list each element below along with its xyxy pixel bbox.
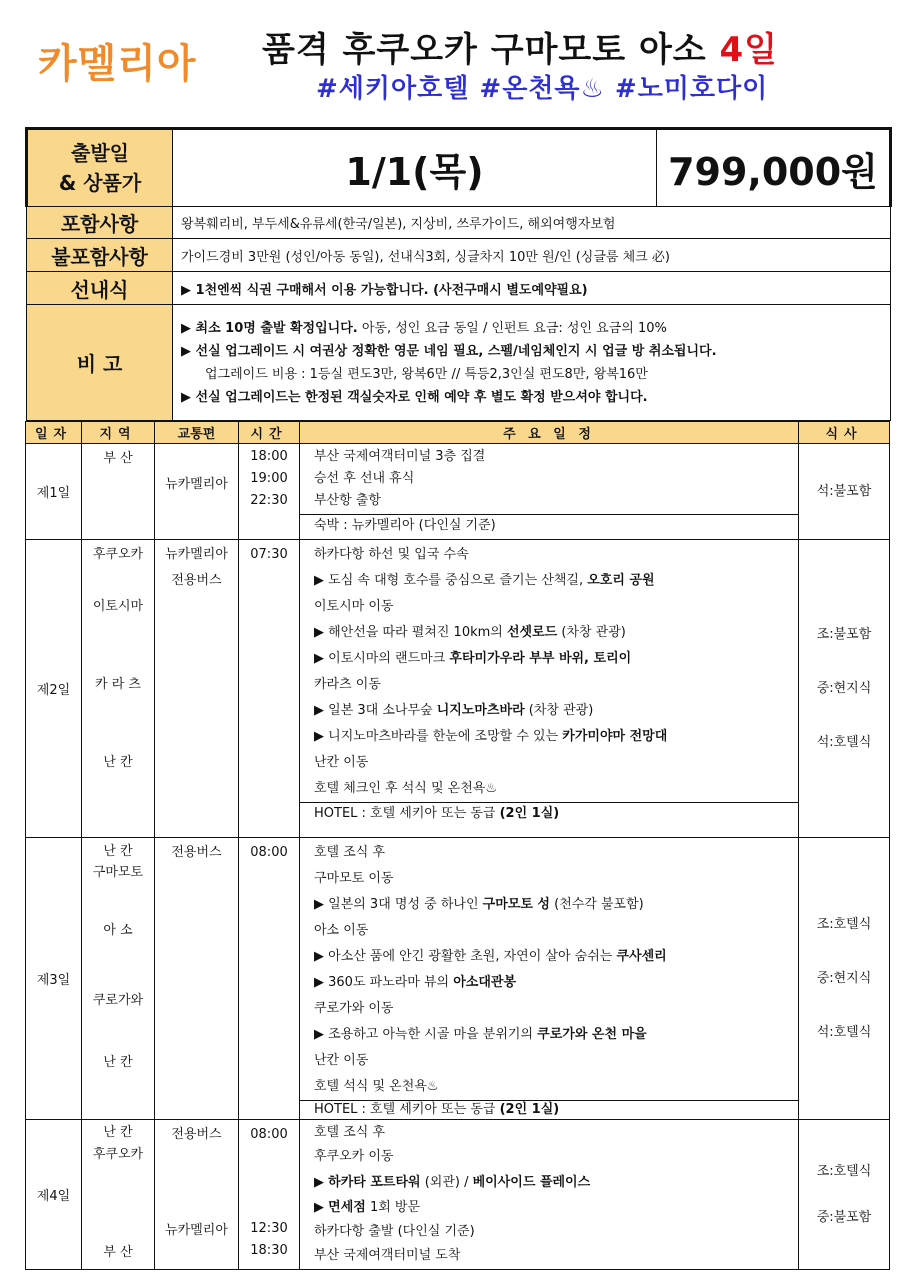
day1-regions: 부 산 [82,444,155,540]
day3-regions: 난 칸 구마모토 아 소 쿠로가와 난 칸 [82,838,155,1120]
day4-transport: 전용버스 뉴카멜리아 [155,1120,239,1270]
departure-date: 1/1(목) [173,129,657,207]
day2-time: 07:30 [239,540,300,838]
schedule-header [26,422,890,444]
hashtags: #세키아호텔 #온천욕♨ #노미호다이 [316,74,769,104]
header-time: 시간 [239,422,300,444]
day2-label: 제2일 [26,540,82,838]
day2-itinerary: 하카다항 하선 및 입국 수속 ▶ 도심 속 대형 호수를 중심으로 즐기는 산책길, 오호리 공원 이토시마 이동 ▶ 해안선을 따라 펼쳐진 10km의 선셋로드 (차창 관광) ▶ 이토시마의 랜드마크 후타미가우라 부부 바위, 토리이 카라츠 이동 ▶ 일본 3대 소나무숲 니지노마츠바라 (차창 관광) ▶ 니지노마츠바라를 한눈에 조망할 수 있는 카가미야마 전망대 난칸 이동 호텔 체크인 후 석식 및 온천욕♨ HOTEL : 호텔 세키아 또는 동급 (2인 1실) [300,540,799,838]
day2-hotel: HOTEL : 호텔 세키아 또는 동급 (2인 1실) [300,802,798,824]
header-transport: 교통편 [155,422,239,444]
page-title [262,22,778,71]
title-days: 4일 [719,30,778,70]
day4-label: 제4일 [26,1120,82,1270]
header-itinerary: 주 요 일 정 [300,422,799,444]
notes-content [173,305,891,421]
included-row [27,207,891,239]
day1-hotel: 숙박 : 뉴카멜리아 (다인실 기준) [300,514,798,536]
day3-transport: 전용버스 [155,838,239,1120]
included-label: 포함사항 [27,207,173,239]
excluded-label: 불포함사항 [27,239,173,272]
day3-time: 08:00 [239,838,300,1120]
product-price: 799,000원 [657,129,891,207]
day3-label: 제3일 [26,838,82,1120]
note-3: ▶ 선실 업그레이드는 한정된 객실숫자로 인해 예약 후 별도 확정 받으셔야 합니다. [181,389,648,405]
day2-regions: 후쿠오카 이토시마 카 라 츠 난 칸 [82,540,155,838]
note-2-sub: 업그레이드 비용 : 1등실 편도3만, 왕복6만 // 특등2,3인실 편도8만, 왕복16만 [205,366,648,382]
day3-hotel: HOTEL : 호텔 세키아 또는 동급 (2인 1실) [300,1100,798,1118]
day4-row [26,1120,890,1270]
day1-label: 제1일 [26,444,82,540]
onboard-meal-label: 선내식 [27,272,173,305]
header-day: 일자 [26,422,82,444]
day4-times: 08:00 12:30 18:30 [239,1120,300,1270]
note-2: ▶ 선실 업그레이드 시 여권상 정확한 영문 네임 필요, 스펠/네임체인지 시 업글 방 취소됩니다. [181,343,717,359]
day3-itinerary: 호텔 조식 후 구마모토 이동 ▶ 일본의 3대 명성 중 하나인 구마모토 성 (천수각 불포함) 아소 이동 ▶ 아소산 품에 안긴 광활한 초원, 자연이 살아 숨쉬는 쿠사센리 ▶ 360도 파노라마 뷰의 아소대관봉 쿠로가와 이동 ▶ 조용하고 아늑한 시골 마을 분위기의 쿠로가와 온천 마을 난칸 이동 호텔 석식 및 온천욕♨ HOTEL : 호텔 세키아 또는 동급 (2인 1실) [300,838,799,1120]
day3-row [26,838,890,1120]
day1-itinerary: 부산 국제여객터미널 3층 집결 승선 후 선내 휴식 부산항 출항 숙박 : 뉴카멜리아 (다인실 기준) [300,444,799,540]
price-label: & 상품가 [58,171,142,195]
notes-row [27,305,891,421]
day2-transport: 뉴카멜리아 전용버스 [155,540,239,838]
date-price-row [27,129,891,207]
onboard-meal-value: ▶ 1천엔씩 식권 구매해서 이용 가능합니다. (사전구매시 별도예약필요) [173,272,891,305]
day4-itinerary: 호텔 조식 후 후쿠오카 이동 ▶ 하카타 포트타워 (외관) / 베이사이드 플레이스 ▶ 면세점 1회 방문 하카다항 출발 (다인실 기준) 부산 국제여객터미널 도착 [300,1120,799,1270]
notes-label: 비 고 [27,305,173,421]
included-value: 왕복훼리비, 부두세&유류세(한국/일본), 지상비, 쓰루가이드, 해외여행자보험 [173,207,891,239]
day1-transport: 뉴카멜리아 [155,444,239,540]
day4-regions: 난 칸 후쿠오카 부 산 [82,1120,155,1270]
header-region: 지역 [82,422,155,444]
excluded-row [27,239,891,272]
title-main: 품격 후쿠오카 구마모토 아소 [262,30,720,70]
date-label: 출발일 [71,141,129,165]
day3-meals: 조:호텔식 중:현지식 석:호텔식 [799,838,890,1120]
excluded-value: 가이드경비 3만원 (성인/아동 동일), 선내식3회, 싱글차지 10만 원/인 (싱글룸 체크 必) [173,239,891,272]
day2-row [26,540,890,838]
day1-meals: 석:불포함 [799,444,890,540]
product-info-table [25,127,892,421]
day1-row [26,444,890,540]
day1-times: 18:00 19:00 22:30 [239,444,300,540]
header-meal: 식사 [799,422,890,444]
onboard-meal-row [27,272,891,305]
note-1: ▶ 최소 10명 출발 확정입니다. 아동, 성인 요금 동일 / 인펀트 요금: 성인 요금의 10% [181,320,667,336]
day2-meals: 조:불포함 중:현지식 석:호텔식 [799,540,890,838]
day4-meals: 조:호텔식 중:불포함 [799,1120,890,1270]
schedule-table [25,421,890,1270]
brand-logo: 카멜리아 [38,41,197,87]
date-price-label [27,129,173,207]
